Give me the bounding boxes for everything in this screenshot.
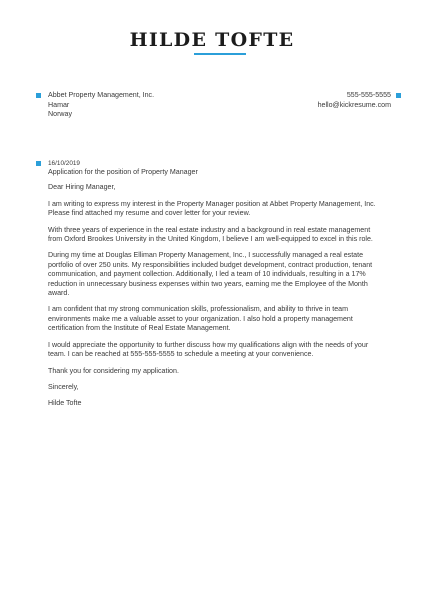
recipient-city: Hamar [48, 100, 70, 109]
letter-greeting: Dear Hiring Manager, [48, 183, 116, 192]
candidate-name: HILDE TOFTE [129, 29, 295, 51]
sender-email: hello@kickresume.com [317, 100, 391, 109]
letter-paragraph: I would appreciate the opportunity to further discuss how my qualifications align with the needs of your team. I can be reached at 555-555-5555 to schedule a meeting at your convenience. [48, 340, 369, 359]
letter-body [48, 168, 384, 416]
letter-date: 16/10/2019 [48, 160, 80, 167]
recipient-country: Norway [48, 110, 73, 118]
recipient-company: Abbet Property Management, Inc. [48, 91, 155, 99]
date-marker-icon [36, 161, 41, 166]
letter-paragraph: Thank you for considering my application. [48, 366, 179, 375]
recipient-address [48, 91, 154, 120]
sender-contact [318, 91, 391, 110]
letter-closing: Sincerely, [48, 382, 79, 391]
letter-paragraph: I am writing to express my interest in the Property Manager position at Abbet Property Management, Inc. Please find attached my resume and cover letter for your review. [48, 199, 376, 218]
letter-paragraph: During my time at Douglas Elliman Property Management, Inc., I successfully managed a real estate portfolio of over 250 units. My responsibilities included budget development, contract production, tenant communication, and payment collection. Additionally, I led a team of 10 individuals, resulting in a 17% reduction in unnecessary business expenses within two years, earning me the Employee of the Month award. [48, 251, 373, 298]
sender-marker-icon [396, 93, 401, 98]
sender-phone: 555-555-5555 [346, 91, 391, 99]
recipient-marker-icon [36, 93, 41, 98]
name-underline [194, 53, 246, 55]
letter-signature: Hilde Tofte [48, 399, 82, 408]
letter-paragraph: I am confident that my strong communication skills, professionalism, and ability to thrive in team environments make me a valuable asset to your organization. I also hold a property management certification from the Institute of Real Estate Management. [48, 305, 353, 333]
letter-subject: Application for the position of Property Manager [48, 168, 198, 176]
letter-paragraph: With three years of experience in the real estate industry and a background in real estate management from Oxford Brookes University in the United Kingdom, I believe I am well-equipped to excel in this role. [48, 225, 373, 244]
